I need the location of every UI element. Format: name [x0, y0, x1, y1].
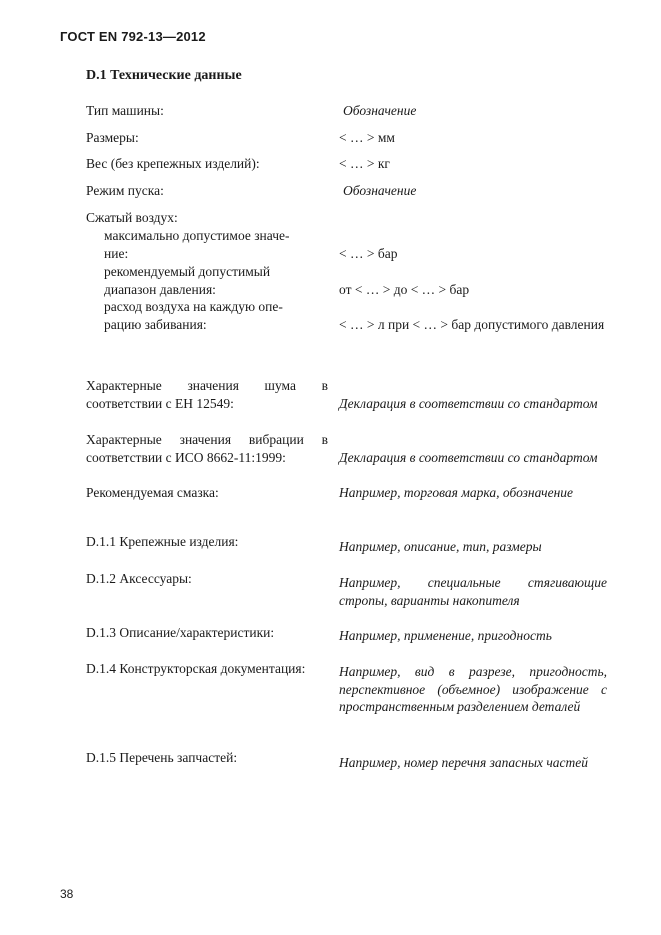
subsection-spare-parts-label: D.1.5 Перечень запчастей: [86, 750, 238, 765]
subsection-design-docs-value: Например, вид в разрезе, пригодность, перспективное (объемное) изображение с пространственным разделением деталей [339, 664, 607, 714]
page-number: 38 [60, 887, 74, 901]
weight-label: Вес (без крепежных изделий): [86, 156, 260, 171]
section-title: D.1 Технические данные [86, 68, 242, 83]
subsection-accessories-value: Например, специальные стягивающие стропы, варианты накопителя [339, 575, 607, 608]
start-mode-label: Режим пуска: [86, 183, 164, 198]
air-flow-label-line2: рацию забивания: [104, 317, 207, 332]
lubricant-label: Рекомендуемая смазка: [86, 485, 219, 500]
vibration-value: Декларация в соответствии со стандартом [339, 450, 598, 465]
max-pressure-label-line2: ние: [104, 246, 129, 261]
compressed-air-label: Сжатый воздух: [86, 210, 178, 225]
start-mode-value: Обозначение [343, 183, 417, 198]
subsection-design-docs-label: D.1.4 Конструкторская документация: [86, 661, 306, 676]
subsection-fasteners-label: D.1.1 Крепежные изделия: [86, 534, 239, 549]
subsection-accessories-label: D.1.2 Аксессуары: [86, 571, 192, 586]
noise-value: Декларация в соответствии со стандартом [339, 396, 598, 411]
max-pressure-label-line1: максимально допустимое значе- [104, 228, 290, 243]
air-flow-value: < … > л при < … > бар допустимого давления [339, 317, 605, 332]
subsection-fasteners-value: Например, описание, тип, размеры [339, 539, 542, 554]
subsection-description-value: Например, применение, пригодность [339, 628, 552, 643]
recommended-range-value: от < … > до < … > бар [339, 282, 470, 297]
machine-type-value: Обозначение [343, 103, 417, 118]
dimensions-value: < … > мм [339, 130, 395, 145]
subsection-spare-parts-value: Например, номер перечня запасных частей [339, 755, 589, 770]
dimensions-label: Размеры: [86, 130, 139, 145]
document-code-header: ГОСТ EN 792-13—2012 [60, 29, 206, 44]
subsection-description-label: D.1.3 Описание/характеристики: [86, 625, 275, 640]
air-flow-label-line1: расход воздуха на каждую опе- [104, 299, 283, 314]
noise-label: Характерные значения шума в соответствии с ЕН 12549: [86, 378, 328, 411]
machine-type-label: Тип машины: [86, 103, 164, 118]
weight-value: < … > кг [339, 156, 390, 171]
max-pressure-value: < … > бар [339, 246, 398, 261]
recommended-range-label-line1: рекомендуемый допустимый [104, 264, 271, 279]
vibration-label: Характерные значения вибрации в соответствии с ИСО 8662-11:1999: [86, 432, 328, 465]
lubricant-value: Например, торговая марка, обозначение [339, 485, 574, 500]
recommended-range-label-line2: диапазон давления: [104, 282, 216, 297]
